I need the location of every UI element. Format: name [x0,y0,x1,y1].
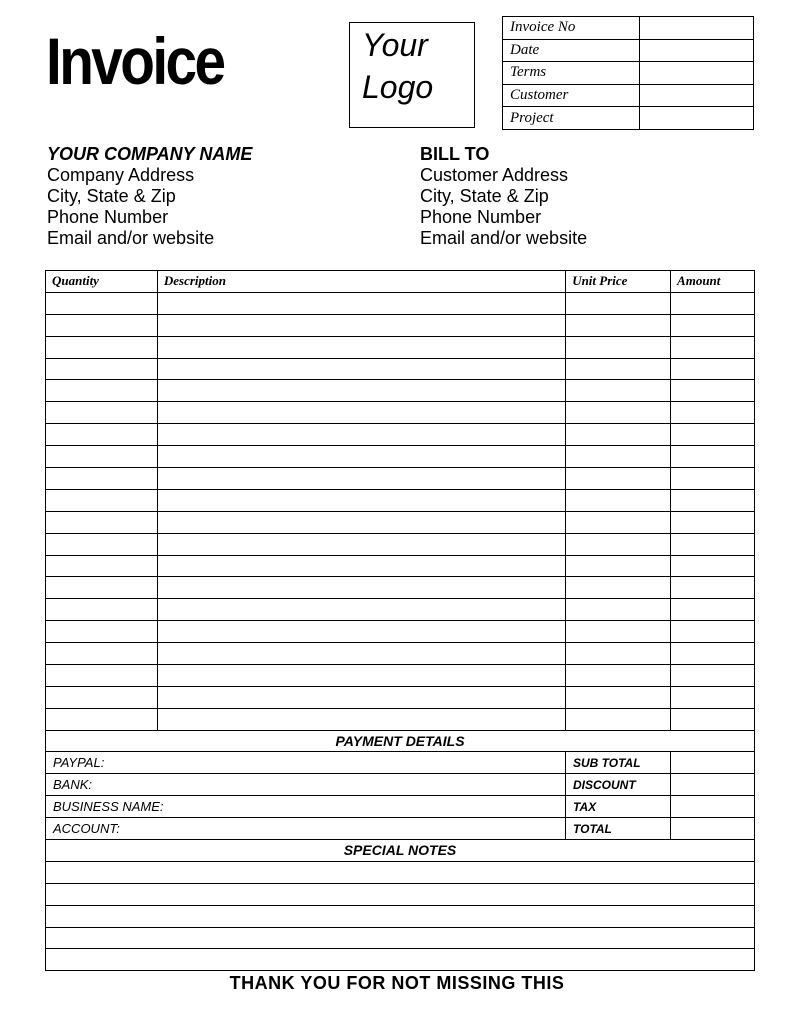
notes-line-field[interactable] [46,883,755,905]
description-cell[interactable] [157,446,565,468]
unit-price-cell[interactable] [566,621,671,643]
unit-price-cell[interactable] [566,555,671,577]
unit-price-cell[interactable] [566,314,671,336]
description-cell[interactable] [157,708,565,730]
table-row [46,489,755,511]
total-value[interactable] [671,818,755,840]
unit-price-cell[interactable] [566,358,671,380]
quantity-cell[interactable] [46,708,158,730]
thank-you-footer: THANK YOU FOR NOT MISSING THIS [229,973,565,993]
meta-row-project [503,107,754,130]
customer-phone: Phone Number [420,207,542,227]
unit-price-cell[interactable] [566,577,671,599]
amount-cell[interactable] [671,489,755,511]
quantity-cell[interactable] [46,599,158,621]
invoice-meta-table [502,16,754,130]
discount-label: DISCOUNT [566,774,671,796]
quantity-cell[interactable] [46,358,158,380]
description-cell[interactable] [157,336,565,358]
meta-value-field[interactable] [640,84,754,107]
quantity-cell[interactable] [46,336,158,358]
amount-cell[interactable] [671,314,755,336]
company-address: Company Address [47,165,195,185]
amount-cell[interactable] [671,533,755,555]
description-cell[interactable] [157,380,565,402]
quantity-cell[interactable] [46,555,158,577]
description-cell[interactable] [157,489,565,511]
amount-cell[interactable] [671,577,755,599]
company-name: YOUR COMPANY NAME [47,144,253,164]
meta-label: Invoice No [503,17,640,40]
table-row [46,577,755,599]
amount-cell[interactable] [671,446,755,468]
business-name-field[interactable]: BUSINESS NAME: [46,796,566,818]
description-header: Description [157,271,565,293]
amount-cell[interactable] [671,665,755,687]
description-cell[interactable] [157,577,565,599]
bill-to-heading: BILL TO [420,144,490,164]
description-cell[interactable] [157,468,565,490]
company-block [47,144,252,249]
unit-price-cell[interactable] [566,708,671,730]
unit-price-cell[interactable] [566,336,671,358]
quantity-cell[interactable] [46,577,158,599]
customer-address: Customer Address [420,165,569,185]
notes-line [46,883,755,905]
description-cell[interactable] [157,511,565,533]
unit-price-cell[interactable] [566,511,671,533]
payment-details-heading: PAYMENT DETAILS [46,730,755,752]
table-row [46,511,755,533]
amount-cell[interactable] [671,424,755,446]
unit-price-cell[interactable] [566,665,671,687]
table-row [46,424,755,446]
amount-cell[interactable] [671,686,755,708]
special-notes-heading: SPECIAL NOTES [46,839,755,861]
tax-label: TAX [566,796,671,818]
quantity-cell[interactable] [46,314,158,336]
notes-line [46,905,755,927]
unit-price-header: Unit Price [566,271,671,293]
invoice-title: Invoice [46,24,224,98]
subtotal-label: SUB TOTAL [566,752,671,774]
quantity-cell[interactable] [46,665,158,687]
unit-price-cell[interactable] [566,468,671,490]
table-row [46,621,755,643]
unit-price-cell[interactable] [566,380,671,402]
subtotal-value[interactable] [671,752,755,774]
unit-price-cell[interactable] [566,533,671,555]
table-row [46,292,755,314]
meta-value-field[interactable] [640,107,754,130]
quantity-cell[interactable] [46,424,158,446]
logo-placeholder [349,22,475,128]
description-cell[interactable] [157,555,565,577]
quantity-cell[interactable] [46,402,158,424]
quantity-cell[interactable] [46,446,158,468]
meta-row-date [503,39,754,62]
quantity-cell[interactable] [46,292,158,314]
description-cell[interactable] [157,533,565,555]
account-field[interactable]: ACCOUNT: [46,818,566,840]
table-row [46,380,755,402]
line-items-body [46,292,755,730]
table-row [46,555,755,577]
customer-email: Email and/or website [420,228,588,248]
amount-cell[interactable] [671,336,755,358]
meta-value-field[interactable] [640,62,754,85]
table-row [46,314,755,336]
bill-to-block [420,144,587,249]
meta-label: Customer [503,84,640,107]
notes-line-field[interactable] [46,927,755,949]
unit-price-cell[interactable] [566,686,671,708]
description-cell[interactable] [157,621,565,643]
total-label: TOTAL [566,818,671,840]
description-cell[interactable] [157,402,565,424]
description-cell[interactable] [157,292,565,314]
amount-cell[interactable] [671,643,755,665]
notes-line [46,927,755,949]
amount-cell[interactable] [671,292,755,314]
description-cell[interactable] [157,686,565,708]
table-row [46,402,755,424]
line-items-header [46,271,755,293]
company-city: City, State & Zip [47,186,176,206]
payment-table [45,730,755,972]
table-row [46,665,755,687]
meta-row-invoice-no [503,17,754,40]
amount-cell[interactable] [671,358,755,380]
amount-cell[interactable] [671,380,755,402]
amount-header: Amount [671,271,755,293]
bank-field[interactable]: BANK: [46,774,566,796]
amount-cell[interactable] [671,402,755,424]
amount-cell[interactable] [671,555,755,577]
quantity-cell[interactable] [46,468,158,490]
quantity-cell[interactable] [46,621,158,643]
unit-price-cell[interactable] [566,599,671,621]
table-row [46,468,755,490]
quantity-cell[interactable] [46,489,158,511]
quantity-cell[interactable] [46,643,158,665]
description-cell[interactable] [157,665,565,687]
description-cell[interactable] [157,643,565,665]
logo-line-1: Your [362,27,428,63]
amount-cell[interactable] [671,599,755,621]
description-cell[interactable] [157,314,565,336]
unit-price-cell[interactable] [566,402,671,424]
amount-cell[interactable] [671,708,755,730]
table-row [46,643,755,665]
meta-label: Date [503,39,640,62]
company-phone: Phone Number [47,207,169,227]
meta-label: Terms [503,62,640,85]
logo-line-2: Logo [362,69,434,105]
line-items-table [45,270,755,731]
description-cell[interactable] [157,424,565,446]
unit-price-cell[interactable] [566,643,671,665]
quantity-cell[interactable] [46,380,158,402]
table-row [46,533,755,555]
unit-price-cell[interactable] [566,292,671,314]
table-row [46,708,755,730]
description-cell[interactable] [157,599,565,621]
quantity-cell[interactable] [46,686,158,708]
amount-cell[interactable] [671,621,755,643]
company-email: Email and/or website [47,228,215,248]
unit-price-cell[interactable] [566,489,671,511]
meta-value-field[interactable] [640,39,754,62]
table-row [46,599,755,621]
discount-value[interactable] [671,774,755,796]
table-row [46,686,755,708]
amount-cell[interactable] [671,511,755,533]
quantity-cell[interactable] [46,511,158,533]
notes-line [46,949,755,971]
meta-label: Project [503,107,640,130]
amount-cell[interactable] [671,468,755,490]
meta-row-terms [503,62,754,85]
paypal-field[interactable]: PAYPAL: [46,752,566,774]
special-notes-lines [46,861,755,970]
description-cell[interactable] [157,358,565,380]
unit-price-cell[interactable] [566,424,671,446]
notes-line-field[interactable] [46,949,755,971]
table-row [46,446,755,468]
notes-line-field[interactable] [46,861,755,883]
table-row [46,358,755,380]
meta-row-customer [503,84,754,107]
tax-value[interactable] [671,796,755,818]
customer-city: City, State & Zip [420,186,549,206]
quantity-header: Quantity [46,271,158,293]
notes-line-field[interactable] [46,905,755,927]
notes-line [46,861,755,883]
meta-value-field[interactable] [640,17,754,40]
quantity-cell[interactable] [46,533,158,555]
table-row [46,336,755,358]
unit-price-cell[interactable] [566,446,671,468]
